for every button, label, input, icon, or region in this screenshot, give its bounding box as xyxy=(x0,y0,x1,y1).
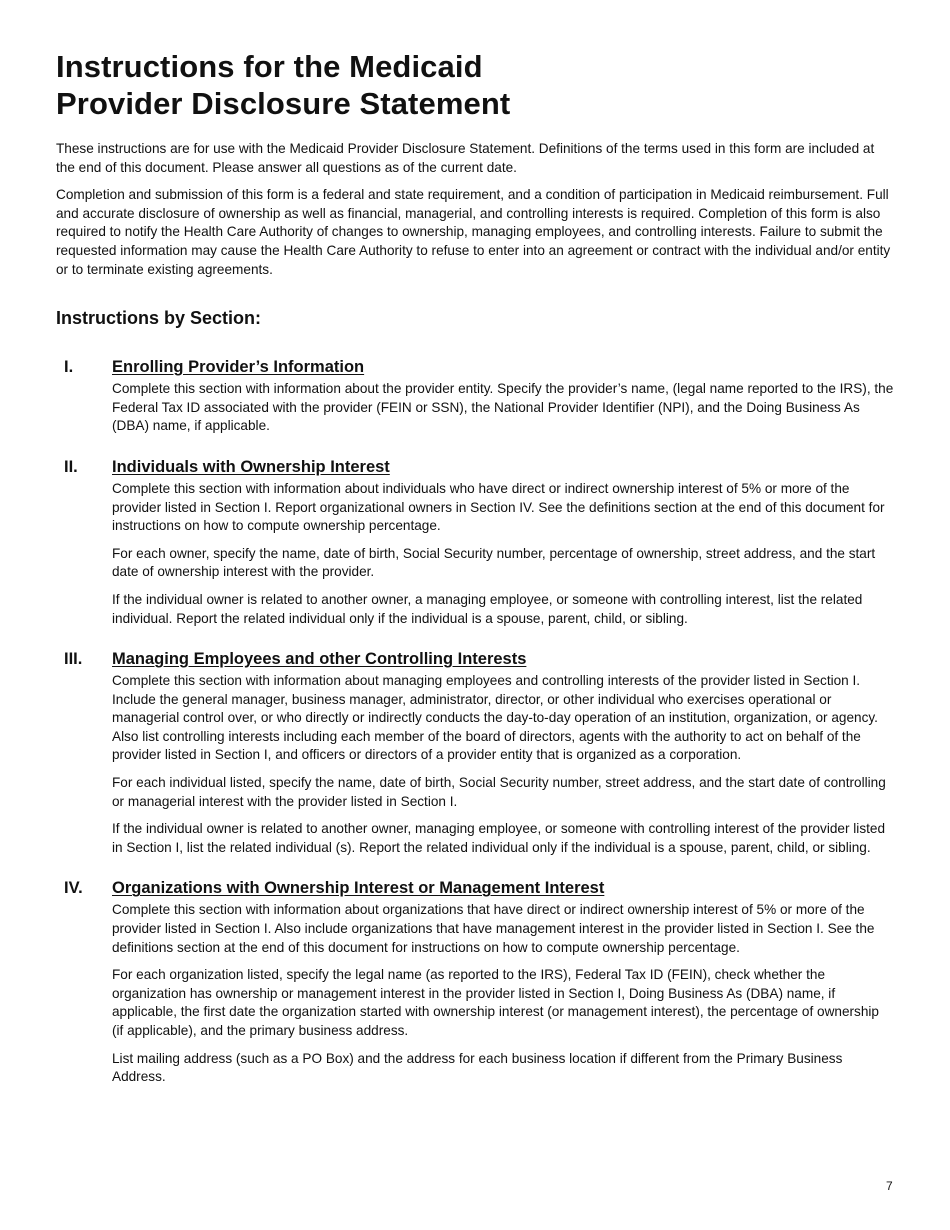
section-title: Organizations with Ownership Interest or Management Interest xyxy=(112,879,605,898)
section-title: Enrolling Provider’s Information xyxy=(112,358,365,377)
section-heading xyxy=(56,649,894,669)
section-paragraph: For each individual listed, specify the name, date of birth, Social Security number, street address, and the start date of controlling or managerial interest with the provider listed in Section I. xyxy=(112,775,886,809)
section-paragraph: If the individual owner is related to another owner, managing employee, or someone with controlling interest of the provider listed in Section I, list the related individual (s). Report the related individual only if the individual is a spouse, parent, child, or sibling. xyxy=(112,821,886,855)
section-title: Managing Employees and other Controlling Interests xyxy=(112,650,527,669)
section-iii xyxy=(56,649,894,857)
intro-paragraph: Completion and submission of this form is a federal and state requirement, and a condition of participation in Medicaid reimbursement. Full and accurate disclosure of ownership as well as financial, managerial, and controlling interests is required. Completion of this form is also required to notify the Health Care Authority of changes to ownership, managing employees, and controlling interests. Failure to submit the requested information may cause the Health Care Authority to refuse to enter into an agreement or contract with the individual and/or entity or to terminate existing agreements. xyxy=(56,187,891,277)
page-title-line-2: Provider Disclosure Statement xyxy=(56,86,511,121)
section-paragraph: Complete this section with information about organizations that have direct or indirect ownership interest of 5% or more of the provider listed in Section I. Also include organizations that have management interest in the provider listed in Section I. See the definitions section at the end of this document for instructions on how to compute ownership percentage. xyxy=(112,902,875,955)
page-title xyxy=(56,48,894,122)
section-paragraph: For each organization listed, specify the legal name (as reported to the IRS), Federal Tax ID (FEIN), check whether the organization has ownership or management interest in the provider listed in Section I, Doing Business As (DBA) name, if applicable, the first date the organization started with ownership interest (or management interest), the percentage of ownership (if applicable), and the primary business address. xyxy=(112,967,879,1038)
section-paragraph: Complete this section with information about the provider entity. Specify the provider’s name, (legal name reported to the IRS), the Federal Tax ID associated with the provider (FEIN or SSN), the National Provider Identifier (NPI), and the Doing Business As (DBA) name, if applicable. xyxy=(112,381,894,434)
section-i xyxy=(56,357,894,436)
section-body xyxy=(112,380,894,436)
section-ii xyxy=(56,457,894,628)
section-body xyxy=(112,672,894,857)
section-paragraph: Complete this section with information about managing employees and controlling interests of the provider listed in Section I. Include the general manager, business manager, administrator, director, or other individual who exercises operational or managerial control over, or who directly or indirectly conducts the day-to-day operation of an institution, organization, or agency. Also list controlling interests including each member of the board of directors, agents with the authority to act on behalf of the provider listed in Section I, and officers or directors of a provider entity that is organized as a corporation. xyxy=(112,673,878,763)
document-page xyxy=(56,48,894,1096)
section-body xyxy=(112,480,894,628)
section-heading xyxy=(56,878,894,898)
section-body xyxy=(112,901,894,1086)
section-iv xyxy=(56,878,894,1086)
section-paragraph: If the individual owner is related to another owner, a managing employee, or someone with controlling interest, list the related individual. Report the related individual only if the individual is a spouse, parent, child, or sibling. xyxy=(112,591,863,626)
section-heading xyxy=(56,357,894,377)
section-numeral: III. xyxy=(64,650,83,669)
page-title-line-1: Instructions for the Medicaid xyxy=(56,49,483,84)
section-paragraph: Complete this section with information about individuals who have direct or indirect ownership interest of 5% or more of the provider listed in Section I. Report organizational owners in Section IV. See the definitions section at the end of this document for instructions on how to compute ownership percentage. xyxy=(112,480,885,534)
page-number: 7 xyxy=(886,1179,893,1193)
section-paragraph: For each owner, specify the name, date of birth, Social Security number, percentage of ownership, street address, and the start date of ownership interest with the provider. xyxy=(112,545,876,580)
intro xyxy=(56,140,894,279)
intro-paragraph: These instructions are for use with the Medicaid Provider Disclosure Statement. Definitions of the terms used in this form are included at the end of this document. Please answer all questions as of the current date. xyxy=(56,141,875,175)
section-numeral: II. xyxy=(64,457,78,476)
section-heading xyxy=(56,457,894,477)
section-paragraph: List mailing address (such as a PO Box) and the address for each business location if different from the Primary Business Address. xyxy=(112,1050,843,1085)
section-numeral: IV. xyxy=(64,879,83,898)
section-numeral: I. xyxy=(64,358,74,377)
instructions-by-section-heading: Instructions by Section: xyxy=(56,308,262,329)
section-title: Individuals with Ownership Interest xyxy=(112,457,390,476)
